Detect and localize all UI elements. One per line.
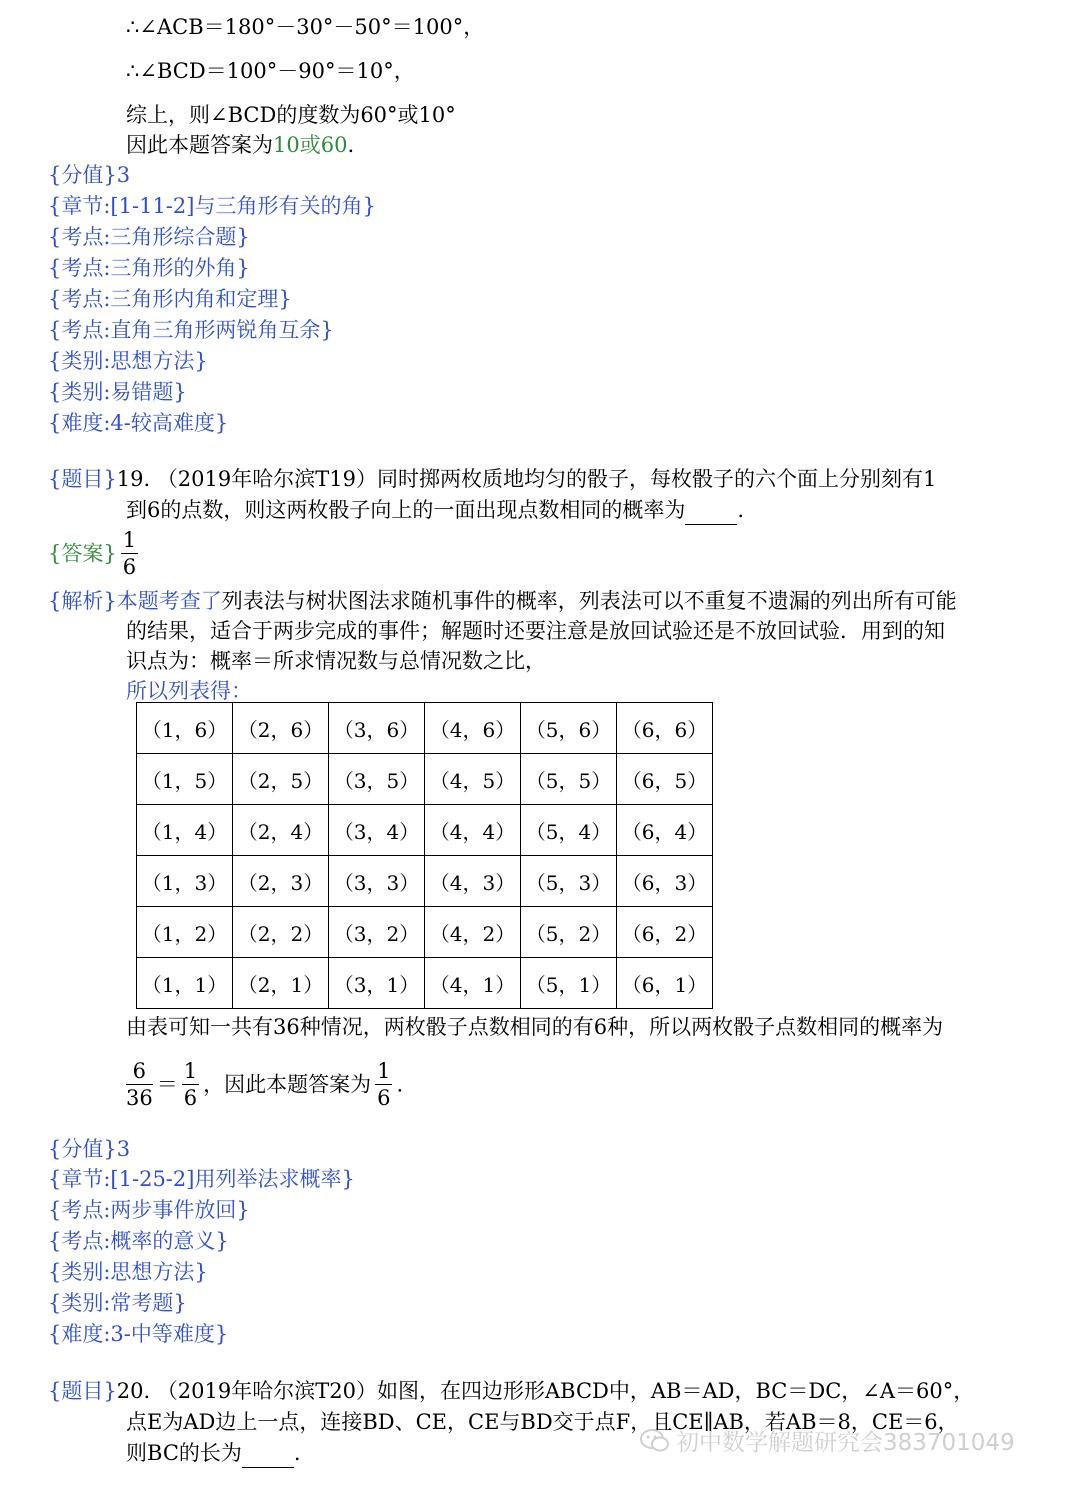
q19-meta-difficulty: {难度:3-中等难度} [48, 1322, 229, 1346]
table-cell: （4，4） [425, 805, 521, 856]
q19-analysis-line1 [48, 586, 957, 616]
q19-answer-fraction [121, 527, 138, 580]
q19-meta-topic-2: {考点:概率的意义} [48, 1229, 229, 1253]
q19-stem-line1 [48, 464, 936, 494]
q19-stem-end: . [737, 498, 745, 522]
q18-meta-topic-4: {考点:直角三角形两锐角互余} [48, 318, 334, 342]
q19-conclusion-end: . [396, 1072, 404, 1097]
q18-meta-topic-1: {考点:三角形综合题} [48, 225, 250, 249]
wechat-icon [640, 1428, 670, 1460]
table-cell: （3，6） [329, 703, 425, 754]
q19-answer-blank [685, 502, 737, 525]
q18-meta-topic-3: {考点:三角形内角和定理} [48, 287, 292, 311]
table-cell: （4，2） [425, 907, 521, 958]
q19-frac-1-6 [182, 1058, 199, 1111]
table-cell: （4，1） [425, 958, 521, 1009]
q18-line3: 综上，则∠BCD的度数为60°或10° [126, 103, 456, 127]
q19-equals-sign: ＝ [156, 1072, 178, 1097]
q19-analysis-tag: {解析} [48, 589, 117, 613]
q18-meta-category-1: {类别:思想方法} [48, 349, 208, 373]
q19-stem-text2: 到6的点数，则这两枚骰子向上的一面出现点数相同的概率为 [126, 498, 686, 522]
table-cell: （4，6） [425, 703, 521, 754]
table-cell: （6，1） [617, 958, 713, 1009]
q19-analysis-lead: 本题考查了 [116, 589, 222, 613]
q19-stem-text1: 19. （2019年哈尔滨T19）同时掷两枚质地均匀的骰子，每枚骰子的六个面上分别刻有1 [116, 467, 937, 491]
table-cell: （3，4） [329, 805, 425, 856]
q20-stem-line2: 点E为AD边上一点，连接BD、CE，CE与BD交于点F，且CE∥AB，若AB＝8，CE＝6， [126, 1410, 959, 1434]
q19-analysis-line4: 所以列表得： [126, 679, 252, 703]
table-cell: （5，2） [521, 907, 617, 958]
q18-answer-value: 10或60 [273, 133, 348, 157]
q18-meta-score: {分值}3 [48, 163, 131, 187]
table-cell: （2，1） [233, 958, 329, 1009]
q18-answer-line [126, 130, 354, 160]
table-cell: （6，5） [617, 754, 713, 805]
table-cell: （1，3） [137, 856, 233, 907]
q18-line2: ∴∠BCD＝100°－90°＝10°， [126, 59, 415, 83]
q19-analysis-line3: 识点为：概率＝所求情况数与总情况数之比， [126, 649, 546, 673]
q19-stem-line2 [126, 495, 744, 525]
frac-numerator: 1 [183, 1059, 198, 1083]
watermark-text: 初中数学解题研究会383701049 [676, 1430, 1015, 1456]
table-row [137, 754, 713, 805]
table-cell: （2，3） [233, 856, 329, 907]
table-cell: （4，5） [425, 754, 521, 805]
q19-conclusion-line1: 由表可知一共有36种情况，两枚骰子点数相同的有6种，所以两枚骰子点数相同的概率为 [126, 1015, 944, 1039]
dice-outcome-table [136, 702, 713, 1009]
q20-answer-blank [242, 1445, 294, 1468]
q18-meta-category-2: {类别:易错题} [48, 380, 187, 404]
q20-stem-line1 [48, 1376, 974, 1406]
q19-meta-chapter: {章节:[1-25-2]用列举法求概率} [48, 1167, 355, 1191]
table-cell: （5，4） [521, 805, 617, 856]
table-cell: （5，3） [521, 856, 617, 907]
table-cell: （3，3） [329, 856, 425, 907]
q18-answer-prefix: 因此本题答案为 [126, 133, 273, 157]
table-cell: （2，2） [233, 907, 329, 958]
frac-numerator: 1 [377, 1059, 391, 1083]
table-cell: （4，3） [425, 856, 521, 907]
table-cell: （5，5） [521, 754, 617, 805]
table-cell: （1，1） [137, 958, 233, 1009]
q20-stem-text1: 20. （2019年哈尔滨T20）如图，在四边形形ABCD中，AB＝AD，BC＝DC，∠A＝60°， [116, 1379, 975, 1403]
table-cell: （3，2） [329, 907, 425, 958]
table-row [137, 856, 713, 907]
q19-frac-6-36 [126, 1058, 153, 1111]
table-cell: （5，6） [521, 703, 617, 754]
table-cell: （1，5） [137, 754, 233, 805]
q19-analysis-text1: 列表法与树状图法求随机事件的概率，列表法可以不重复不遗漏的列出所有可能 [221, 589, 957, 613]
table-cell: （1，6） [137, 703, 233, 754]
q19-analysis-line2: 的结果，适合于两步完成的事件；解题时还要注意是放回试验还是不放回试验．用到的知 [126, 619, 945, 643]
q19-meta-category-1: {类别:思想方法} [48, 1260, 208, 1284]
q20-stem-end: . [293, 1441, 301, 1465]
q18-meta-difficulty: {难度:4-较高难度} [48, 411, 229, 435]
q20-stem-text3: 则BC的长为 [126, 1441, 242, 1465]
q19-meta-category-2: {类别:常考题} [48, 1291, 187, 1315]
q19-meta-score: {分值}3 [48, 1137, 131, 1161]
table-cell: （1，4） [137, 805, 233, 856]
q20-tag: {题目} [48, 1379, 117, 1403]
frac-denominator: 36 [126, 1086, 153, 1110]
table-cell: （2，4） [233, 805, 329, 856]
q19-conclusion-mid: ，因此本题答案为 [203, 1072, 372, 1097]
table-cell: （6，3） [617, 856, 713, 907]
frac-numerator: 6 [126, 1058, 153, 1085]
table-cell: （6，2） [617, 907, 713, 958]
table-row [137, 958, 713, 1009]
q18-meta-topic-2: {考点:三角形的外角} [48, 256, 250, 280]
table-row [137, 703, 713, 754]
q19-meta-topic-1: {考点:两步事件放回} [48, 1198, 250, 1222]
q18-answer-suffix: . [347, 133, 355, 157]
watermark [640, 1424, 1015, 1460]
q19-answer-line [48, 527, 142, 580]
q20-stem-line3 [126, 1438, 301, 1468]
q19-conclusion-line2 [126, 1058, 403, 1111]
frac-denominator: 6 [377, 1086, 391, 1110]
frac-denominator: 6 [183, 1086, 198, 1110]
q19-frac-answer [375, 1058, 392, 1111]
table-cell: （2，6） [233, 703, 329, 754]
table-cell: （6，4） [617, 805, 713, 856]
table-row [137, 907, 713, 958]
q19-answer-numerator: 1 [122, 528, 137, 552]
table-cell: （2，5） [233, 754, 329, 805]
q19-answer-denominator: 6 [122, 555, 137, 579]
q19-answer-tag: {答案} [48, 541, 117, 566]
table-cell: （5，1） [521, 958, 617, 1009]
table-cell: （3，1） [329, 958, 425, 1009]
table-cell: （3，5） [329, 754, 425, 805]
q18-meta-chapter: {章节:[1-11-2]与三角形有关的角} [48, 194, 376, 218]
table-row [137, 805, 713, 856]
q19-tag: {题目} [48, 467, 117, 491]
table-cell: （1，2） [137, 907, 233, 958]
q18-line1: ∴∠ACB＝180°－30°－50°＝100°， [126, 15, 485, 39]
table-cell: （6，6） [617, 703, 713, 754]
